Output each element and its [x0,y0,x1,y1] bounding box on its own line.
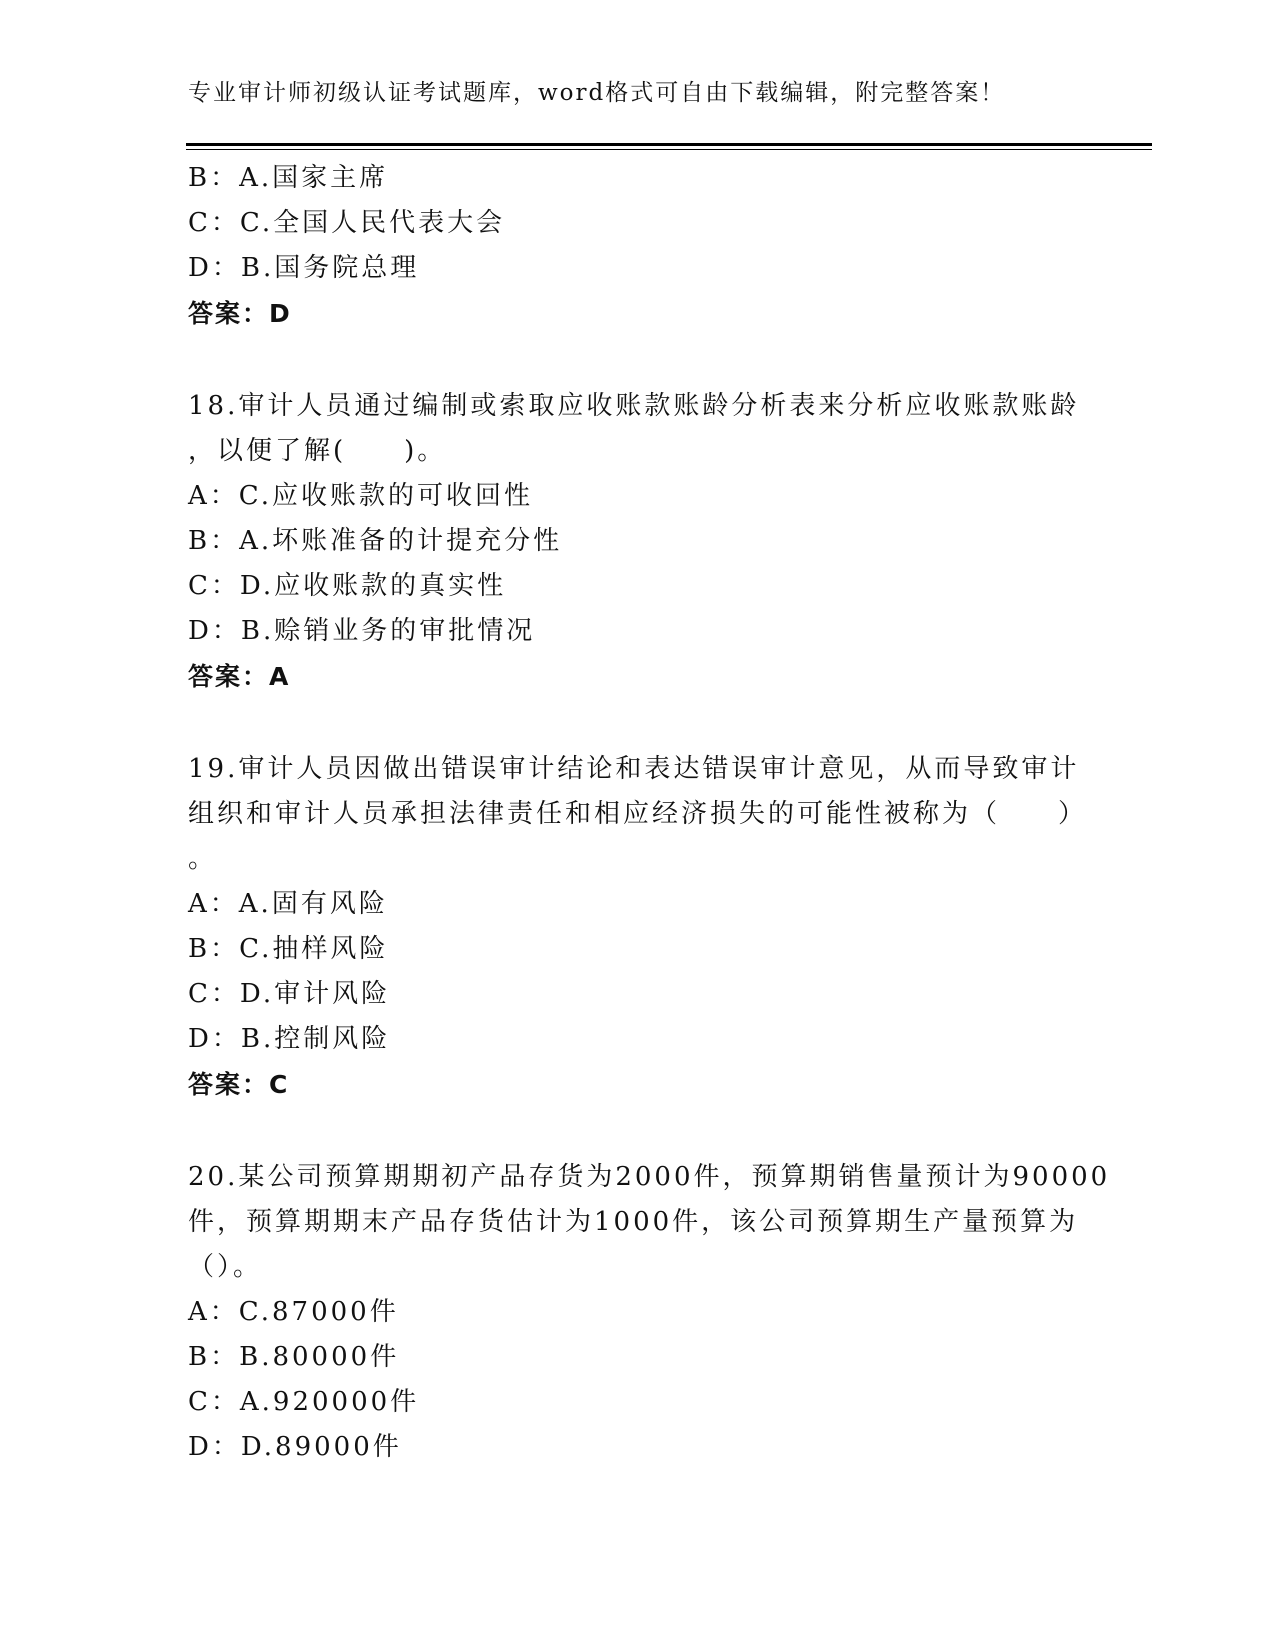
option-b: B：C.抽样风险 [188,934,389,964]
question-text: 件，预算期期末产品存货估计为1000件，该公司预算期生产量预算为 [188,1207,1079,1237]
option-b: B：A.坏账准备的计提充分性 [188,526,563,556]
option-a: A：C.应收账款的可收回性 [188,481,534,511]
question-18 [188,384,1088,699]
option-d: D：B.赊销业务的审批情况 [188,616,536,646]
question-text: 18.审计人员通过编制或索取应收账款账龄分析表来分析应收账款账龄 [188,391,1080,421]
answer: 答案：C [188,1070,290,1099]
option-c: C：D.审计风险 [188,979,391,1009]
option-c: C：C.全国人民代表大会 [188,208,506,238]
option-a: A：A.固有风险 [188,889,388,919]
option-d: D：B.国务院总理 [188,253,420,283]
option-c: C：D.应收账款的真实性 [188,571,507,601]
question-text: ，以便了解( )。 [188,436,447,466]
answer: 答案：D [188,299,292,328]
question-text: 19.审计人员因做出错误审计结论和表达错误审计意见，从而导致审计 [188,754,1080,784]
question-text: （）。 [188,1252,263,1282]
header-rule-thin [186,149,1152,150]
question-20 [188,1155,1111,1470]
answer: 答案：A [188,662,291,691]
option-d: D：D.89000件 [188,1432,402,1462]
question-content [188,156,1111,1470]
question-text: 组织和审计人员承担法律责任和相应经济损失的可能性被称为（ ） [188,799,1088,829]
question-19 [188,747,1088,1107]
header-rule-thick [186,143,1152,146]
option-d: D：B.控制风险 [188,1024,391,1054]
option-b: B：B.80000件 [188,1342,400,1372]
option-b: B：A.国家主席 [188,163,389,193]
question-text: 。 [188,844,218,874]
option-c: C：A.920000件 [188,1387,420,1417]
partial-question [188,156,1088,336]
question-text: 20.某公司预算期期初产品存货为2000件，预算期销售量预计为90000 [188,1162,1111,1192]
page-header: 专业审计师初级认证考试题库，word格式可自由下载编辑，附完整答案！ [188,80,1006,106]
option-a: A：C.87000件 [188,1297,399,1327]
